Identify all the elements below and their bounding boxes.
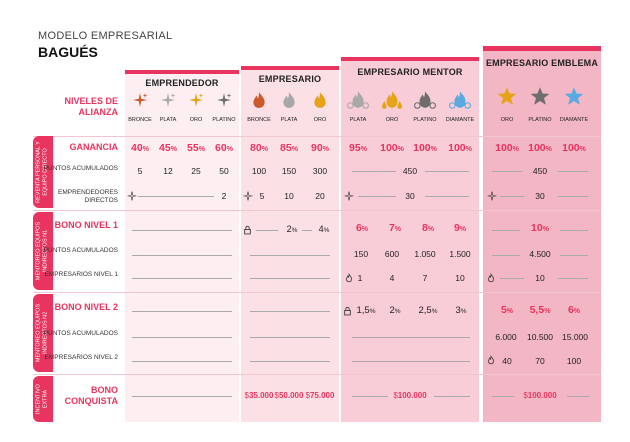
ganancia-value: 90% — [311, 142, 329, 154]
level-label: BRONCE — [247, 117, 271, 123]
empty-line — [250, 337, 330, 338]
label-empresarios-nivel-2: EMPRESARIOS NIVEL 2 — [44, 354, 118, 361]
label-puntos-1: PUNTOS ACUMULADOS — [43, 165, 118, 172]
range-line — [558, 196, 588, 197]
conquista-value: $100.000 — [393, 391, 427, 400]
puntos-value: 25 — [191, 166, 201, 176]
sparkle-icon — [216, 92, 232, 108]
bono2-value: 1,5% — [356, 305, 376, 316]
empty-line — [132, 337, 232, 338]
ganancia-value: 100% — [495, 142, 519, 154]
level-label: ORO — [313, 117, 327, 123]
label-ganancia: GANANCIA — [69, 142, 118, 152]
ganancia-value: 40% — [131, 142, 149, 154]
bono2-value: 2% — [389, 305, 401, 316]
side-tab-incentivo: INCENTIVO EXTRA — [33, 376, 51, 422]
puntos-value: 10.500 — [527, 332, 553, 342]
column-title-mentor: EMPRESARIO MENTOR — [357, 67, 463, 77]
fire-cluster-icon — [347, 90, 369, 110]
puntos-value: 12 — [163, 166, 173, 176]
ganancia-value: 100% — [448, 142, 472, 154]
bono1-value: 9% — [453, 222, 467, 234]
level-label: PLATINO — [413, 117, 437, 123]
star-icon — [564, 86, 584, 106]
bono2-value: 5% — [500, 304, 514, 316]
bono1-value: 2% — [286, 224, 298, 234]
empty-line — [250, 255, 330, 256]
row-divider — [33, 374, 601, 375]
empresarios-value: 40 — [502, 356, 512, 366]
empresarios-value: 4 — [389, 273, 395, 283]
row-divider — [33, 136, 601, 137]
level-label: BRONCE — [128, 117, 152, 123]
puntos-value: 150 — [281, 166, 297, 176]
lock-icon — [243, 225, 252, 235]
conquista-value: $50.000 — [274, 391, 304, 400]
level-label: DIAMANTE — [559, 117, 589, 123]
fire-cluster-icon — [381, 90, 403, 110]
bono2-value: 3% — [455, 305, 467, 316]
label-empresarios-nivel-1: EMPRESARIOS NIVEL 1 — [44, 271, 118, 278]
level-label: ORO — [500, 117, 514, 123]
row-divider — [33, 210, 601, 211]
puntos-value: 450 — [532, 166, 548, 176]
range-line — [492, 255, 520, 256]
range-line — [352, 171, 396, 172]
column-bar — [341, 57, 479, 61]
label-puntos-2: PUNTOS ACUMULADOS — [43, 247, 118, 254]
emprendedores-value: 5 — [259, 191, 265, 201]
puntos-value: 4.500 — [529, 249, 551, 259]
label-niveles: NIVELES DE ALIANZA — [64, 96, 118, 117]
star-icon — [497, 86, 517, 106]
person-icon — [486, 273, 496, 283]
side-tab-reventa: REVENTA PERSONAL Y EQUIPO DIRECTO — [33, 136, 51, 208]
bono1-value: 6% — [355, 222, 369, 234]
flame-icon — [280, 91, 298, 109]
bono1-value: 8% — [421, 222, 435, 234]
column-title-emprendedor: EMPRENDEDOR — [145, 78, 219, 88]
range-line — [425, 171, 469, 172]
ganancia-value: 100% — [413, 142, 437, 154]
empty-line — [352, 337, 470, 338]
emprendedores-value: 30 — [535, 191, 545, 201]
puntos-value: 1.050 — [414, 249, 436, 259]
puntos-value: 1.500 — [449, 249, 471, 259]
range-line — [425, 196, 469, 197]
bono2-value: 5,5% — [529, 304, 551, 316]
emprendedores-value: 20 — [315, 191, 325, 201]
emprendedores-value: 30 — [405, 191, 415, 201]
empresarios-value: 100 — [566, 356, 582, 366]
empty-line — [250, 278, 330, 279]
label-bono-conquista: BONO CONQUISTA — [64, 385, 118, 406]
bono1-value: 7% — [388, 222, 402, 234]
sparkle-icon — [344, 191, 354, 201]
range-line — [434, 396, 470, 397]
puntos-value: 300 — [312, 166, 328, 176]
page-subtitle: MODELO EMPRESARIAL — [38, 30, 173, 42]
side-tab-mentoreo-n1: MENTOREO EQUIPOS INDIRECTOS N1 — [33, 212, 51, 290]
puntos-value: 50 — [219, 166, 229, 176]
puntos-value: 6.000 — [495, 332, 517, 342]
sparkle-icon — [127, 191, 137, 201]
empty-line — [132, 396, 232, 397]
ganancia-value: 55% — [187, 142, 205, 154]
range-line — [500, 196, 524, 197]
emprendedores-value: 2 — [221, 191, 227, 201]
level-label: PLATA — [159, 117, 177, 123]
column-bar — [241, 66, 339, 70]
conquista-value: $75.000 — [305, 391, 335, 400]
fire-cluster-icon — [414, 90, 436, 110]
star-icon — [530, 86, 550, 106]
empty-line — [250, 361, 330, 362]
fire-cluster-icon — [449, 90, 471, 110]
label-bono-nivel-1: BONO NIVEL 1 — [54, 220, 118, 230]
ganancia-value: 45% — [159, 142, 177, 154]
empty-line — [132, 230, 232, 231]
level-label: ORO — [189, 117, 203, 123]
bono1-value: 10% — [531, 222, 549, 234]
puntos-value: 600 — [384, 249, 400, 259]
bono2-value: 2,5% — [418, 305, 438, 316]
flame-icon — [311, 91, 329, 109]
side-tab-mentoreo-n2: MENTOREO EQUIPOS INDIRECTOS N2 — [33, 294, 51, 372]
sparkle-icon — [132, 92, 148, 108]
label-bono-nivel-2: BONO NIVEL 2 — [54, 302, 118, 312]
emprendedores-value: 10 — [284, 191, 294, 201]
column-title-emblema: EMPRESARIO EMBLEMA — [485, 58, 599, 68]
empresarios-value: 10 — [535, 273, 545, 283]
range-line — [500, 278, 524, 279]
range-line — [558, 171, 588, 172]
puntos-value: 100 — [251, 166, 267, 176]
empresarios-value: 1 — [357, 273, 363, 283]
puntos-value: 15.000 — [562, 332, 588, 342]
range-line — [567, 396, 589, 397]
empty-line — [132, 278, 232, 279]
empty-line — [132, 311, 232, 312]
range-line — [256, 230, 278, 231]
range-line — [492, 230, 520, 231]
puntos-value: 450 — [402, 166, 418, 176]
empty-line — [250, 311, 330, 312]
level-label: PLATINO — [528, 117, 552, 123]
label-puntos-3: PUNTOS ACUMULADOS — [43, 330, 118, 337]
range-line — [138, 196, 214, 197]
conquista-value: $35.000 — [244, 391, 274, 400]
empresarios-value: 7 — [422, 273, 428, 283]
ganancia-value: 95% — [349, 142, 367, 154]
empty-line — [132, 361, 232, 362]
ganancia-value: 100% — [562, 142, 586, 154]
sparkle-icon — [487, 191, 497, 201]
empresarios-value: 70 — [535, 356, 545, 366]
range-line — [560, 230, 588, 231]
bono1-value: 4% — [318, 224, 330, 234]
flame-icon — [250, 91, 268, 109]
range-line — [358, 196, 396, 197]
column-bar — [125, 70, 239, 74]
row-divider — [33, 292, 601, 293]
label-emprendedores-directos: EMPRENDEDORES DIRECTOS — [58, 189, 118, 204]
conquista-value: $100.000 — [523, 391, 557, 400]
level-label: PLATA — [280, 117, 298, 123]
puntos-value: 150 — [353, 249, 369, 259]
ganancia-value: 100% — [380, 142, 404, 154]
empresarios-value: 10 — [455, 273, 465, 283]
column-title-empresario: EMPRESARIO — [258, 74, 322, 84]
level-label: DIAMANTE — [445, 117, 475, 123]
range-line — [492, 171, 522, 172]
bono2-value: 6% — [567, 304, 581, 316]
ganancia-value: 85% — [280, 142, 298, 154]
empty-line — [352, 361, 470, 362]
column-bar — [483, 46, 601, 51]
puntos-value: 5 — [137, 166, 143, 176]
level-label: PLATINO — [212, 117, 236, 123]
ganancia-value: 80% — [250, 142, 268, 154]
brand-name: BAGUÉS — [38, 44, 98, 60]
empty-line — [132, 255, 232, 256]
ganancia-value: 100% — [528, 142, 552, 154]
sparkle-icon — [188, 92, 204, 108]
level-label: PLATA — [349, 117, 367, 123]
range-line — [560, 255, 588, 256]
ganancia-value: 60% — [215, 142, 233, 154]
range-line — [558, 278, 588, 279]
column-mentor — [341, 57, 479, 422]
level-label: ORO — [385, 117, 399, 123]
sparkle-icon — [160, 92, 176, 108]
